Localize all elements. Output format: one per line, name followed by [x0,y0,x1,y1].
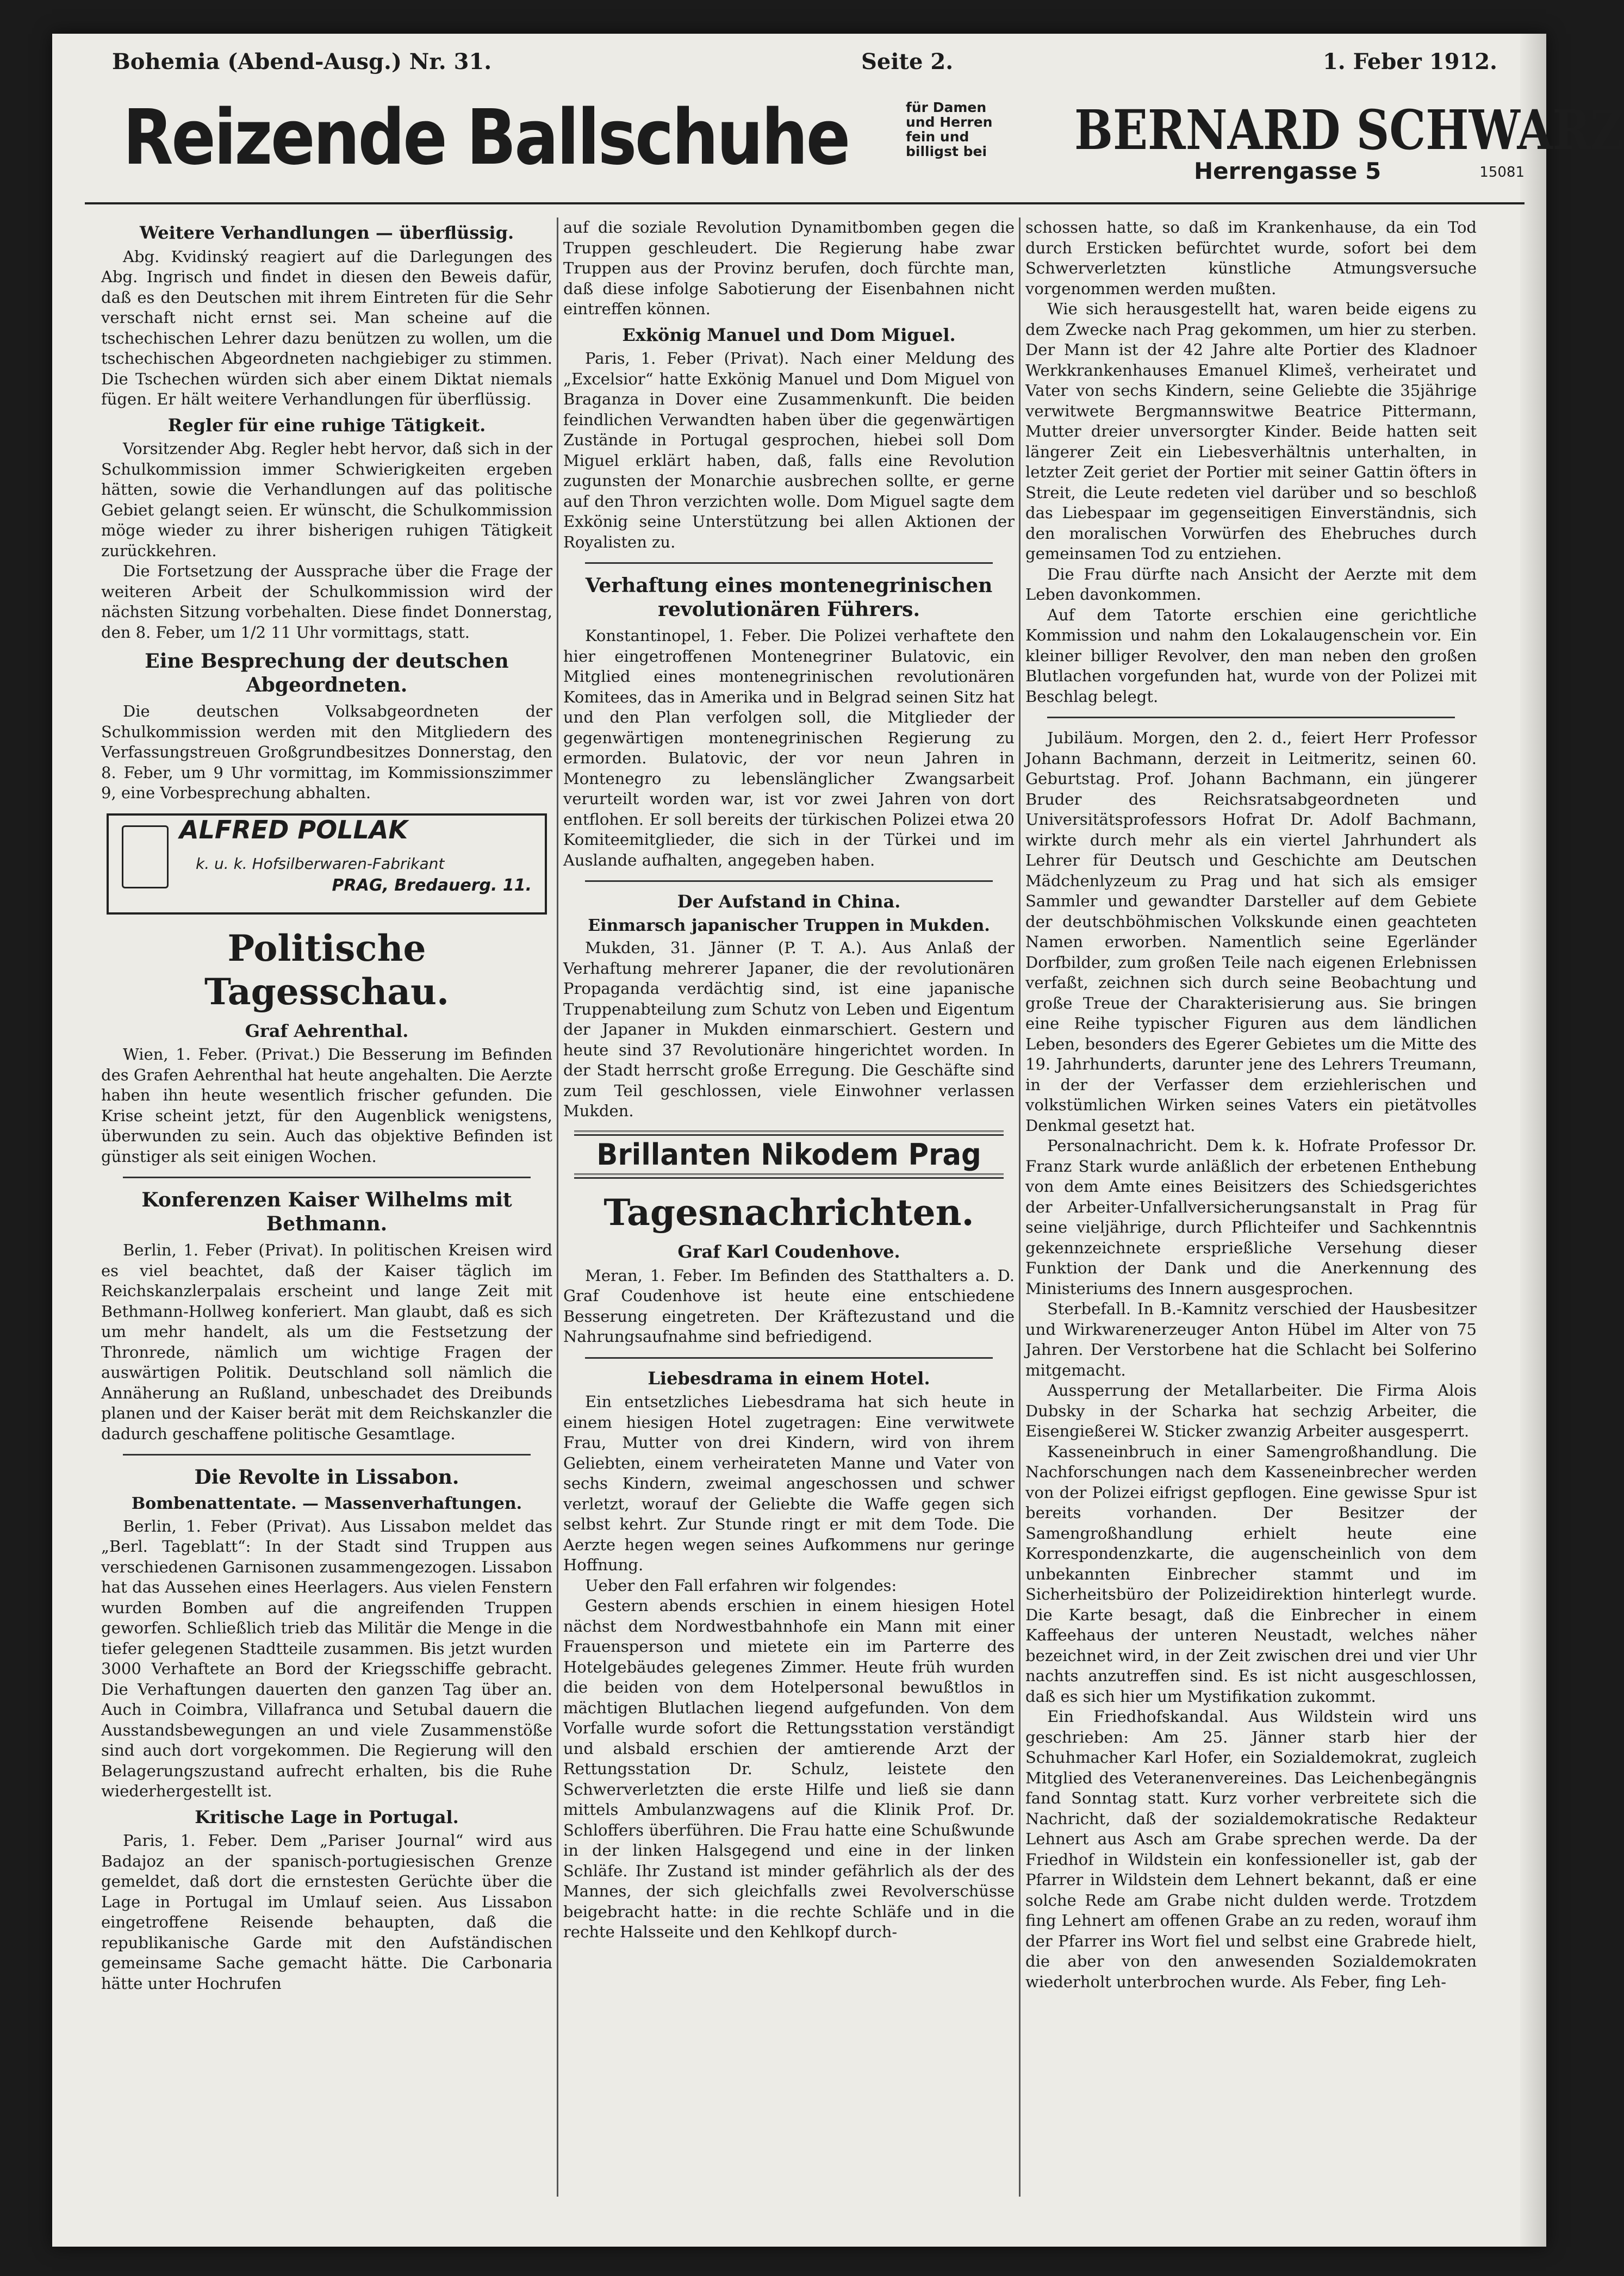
paragraph: Mukden, 31. Jänner (P. T. A.). Aus Anlaß der Verhaftung mehrerer Japaner, die der revolutionären Propaganda verdächtig sind, ist eine japanische Truppenabteilung zum Schutz von Leben und Eigentum der Japaner in Mukden einmarschiert. Gestern und heute sind 37 Revolutionäre hingerichtet worden. In der Stadt herrscht große Erregung. Die Geschäfte sind zum Teil geschlossen, viele Einwohner verlassen Mukden. [563,938,1015,1120]
header-right: 1. Feber 1912. [1322,49,1497,74]
section-title: Politische Tagesschau. [204,926,449,1013]
page-edge [1520,34,1546,2247]
paragraph: Konstantinopel, 1. Feber. Die Polizei verhaftete den hier eingetroffenen Montenegriner Bulatovic, ein Mitglied eines montenegrinischen revolutionären Komitees, das in Amerika und in Belgrad seinen Sitz hat und den Plan verfolgen soll, die Mitglieder der gegenwärtigen montenegrinischen Regierung zu ermorden. Bulatovic, der vor neun Jahren in Montenegro zu lebenslänglicher Zwangsarbeit verurteilt worden war, ist vor zwei Jahren von dort entflohen. Er soll bereits der türkischen Polizei etwa 20 Komiteemitglieder, die sich in der Türkei und im Auslande aufhalten, angegeben haben. [563,626,1015,869]
ad-address: Herrengasse 5 [1194,158,1382,184]
ad-firm-name: BERNARD SCHWARZ [1074,98,1624,162]
column-3 [1025,217,1477,2207]
paragraph: Die deutschen Volksabgeordneten der Schulkommission werden mit den Mitgliedern des Verfassungstreuen Großgrundbesitzes Donnerstag, den 8. Feber, um 9 Uhr vormittag, im Kommissionszimmer 9, eine Vorbesprechung abhalten. [101,702,552,802]
column-1 [101,217,552,2207]
header-left: Bohemia (Abend-Ausg.) Nr. 31. [112,49,492,74]
headline: Graf Karl Coudenhove. [677,1241,900,1262]
ad-title: Reizende Ballschuhe [123,94,849,182]
pollak-line1: k. u. k. Hofsilberwaren-Fabrikant [196,854,445,873]
section-title: Tagesnachrichten. [603,1191,974,1234]
subheadline: Einmarsch japanischer Truppen in Mukden. [588,916,990,935]
headline: Konferenzen Kaiser Wilhelms mit Bethmann. [141,1189,512,1235]
newspaper-page [52,34,1624,2247]
paragraph: Gestern abends erschien in einem hiesigen Hotel nächst dem Nordwestbahnhofe ein Mann mit einer Frauensperson und mietete ein im Parterre des Hotelgebäudes gelegenes Zimmer. Heute früh wurden die beiden von dem Hotelpersonal bewußtlos in mächtigen Blutlachen liegend aufgefunden. Von dem Vorfalle wurde sofort die Rettungsstation verständigt und alsbald erschien der amtierende Arzt der Rettungsstation Dr. Schulz, leistete den Schwerverletzten die erste Hilfe und ließ sie dann mittels Ambulanzwagens auf die Klinik Prof. Dr. Schloffers überführen. Die Frau hatte eine Schußwunde in der linken Halsgegend und eine in der linken Schläfe. Ihr Zustand ist minder gefährlich als der des Mannes, der sich gleichfalls zwei Revolverschüsse beigebracht hatte: in die rechte Schläfe und in die rechte Halsseite und den Kehlkopf durch- [563,1596,1015,1941]
paragraph: Berlin, 1. Feber (Privat). Aus Lissabon meldet das „Berl. Tageblatt“: In der Stadt sind Truppen aus verschiedenen Garnisonen zusammengezogen. Lissabon hat das Aussehen eines Heerlagers. Aus vielen Fenstern wurden Bomben auf die angreifenden Truppen geworfen. Schließlich trieb das Militär die Menge in die tiefer gelegenen Stadtteile zusammen. Bis jetzt wurden 3000 Verhaftete an Bord der Kriegsschiffe gebracht. Die Verhaftungen dauerten den ganzen Tag über an. Auch in Coimbra, Villafranca und Setubal dauern die Ausstandsbewegungen an und viele Zusammenstöße sind auch dort vorgekommen. Die Regierung will den Belagerungszustand aufrecht erhalten, bis die Ruhe wiederhergestellt ist. [101,1516,553,1800]
double-rule [574,1173,1004,1179]
paragraph: Abg. Kvidinský reagiert auf die Darlegungen des Abg. Ingrisch und findet in diesen den Beweis dafür, daß es den Deutschen mit ihrem Eintreten für die Sehr verschaft nicht ernst sei. Man scheine auf die tschechischen Lehrer dazu benützen zu wollen, um die tschechischen Abgeordneten nachgiebiger zu stimmen. Die Tschechen würden sich aber einem Diktat niemals fügen. Er hält weitere Verhandlungen für überflüssig. [101,247,552,408]
paragraph: Vorsitzender Abg. Regler hebt hervor, daß sich in der Schulkommission immer Schwierigkeiten ergeben hätten, sowie die Verhandlungen auf das politische Gebiet gelangt seien. Er wünscht, die Schulkommission möge wieder zu ihrer bisherigen ruhigen Tätigkeit zurückkehren. [101,439,552,560]
paragraph: Die Fortsetzung der Aussprache über die Frage der weiteren Arbeit der Schulkommission wird der nächsten Sitzung vorbehalten. Diese findet Donnerstag, den 8. Feber, um 1/2 11 Uhr vormittags, statt. [101,562,552,642]
paragraph: Aussperrung der Metallarbeiter. Die Firma Alois Dubsky in der Scharka hat sechzig Arbeiter, die Eisengießerei W. Sticker zwanzig Arbeiter ausgesperrt. [1025,1381,1477,1440]
paragraph: Die Frau dürfte nach Ansicht der Aerzte mit dem Leben davonkommen. [1025,564,1477,604]
headline: Liebesdrama in einem Hotel. [648,1367,930,1389]
divider [123,1177,531,1178]
paragraph: Paris, 1. Feber. Dem „Pariser Journal“ wird aus Badajoz an der spanisch-portugiesischen Grenze gemeldet, daß dort die ernstesten Gerüchte über die Lage in Portugal im Umlauf seien. Aus Lissabon eingetroffene Reisende behaupten, daß die republikanische Garde mit den Aufständischen gemeinsame Sache gemacht hätte. Die Carbonaria hätte unter Hochrufen [101,1831,552,1993]
imperial-eagle-icon [122,825,169,888]
paragraph: auf die soziale Revolution Dynamitbomben gegen die Truppen geschleudert. Die Regierung habe zwar Truppen aus der Provinz berufen, doch fürchte man, daß diese infolge Sabotierung der Eisenbahnen nicht eintreffen können. [563,218,1015,318]
paragraph: Kasseneinbruch in einer Samengroßhandlung. Die Nachforschungen nach dem Kasseneinbrecher werden von der Polizei eifrigst gepflogen. Eine gewisse Spur ist bereits vorhanden. Der Besitzer der Samengroßhandlung erhielt heute eine Korrespondenzkarte, die augenscheinlich von dem unbekannten Einbrecher stammt und im Sicherheitsbüro der Polizeidirektion hinterlegt wurde. Die Karte besagt, daß die Einbrecher in einem Kaffeehaus der unteren Neustadt, welches näher bezeichnet wird, in der Zeit zwischen drei und vier Uhr nachts anzutreffen sind. Es ist nicht ausgeschlossen, daß es sich hier um Mystifikation zukommt. [1025,1442,1477,1706]
column-2 [563,217,1015,2207]
running-header [112,49,1497,87]
headline: Weitere Verhandlungen — überflüssig. [139,222,514,243]
headline: Die Revolte in Lissabon. [194,1466,459,1489]
subheadline: Bombenattentate. — Massenverhaftungen. [131,1494,522,1513]
double-rule [574,1130,1004,1136]
paragraph: Wie sich herausgestellt hat, waren beide eigens zu dem Zwecke nach Prag gekommen, um hier zu sterben. Der Mann ist der 42 Jahre alte Portier des Kladnoer Werkkrankenhauses Emanuel Klimeš, verheiratet und Vater von sechs Kindern, seine Geliebte die 35jährige verwitwete Bergmannswitwe Beatrice Pittermann, Mutter dreier unversorgter Kinder. Beide hatten seit längerer Zeit ein Liebesverhältnis unterhalten, in letzter Zeit geriet der Portier mit seiner Gattin öfters in Streit, die Leute redeten viel darüber und so beschloß das Liebespaar im gegenseitigen Einverständnis, sich den moralischen Vorwürfen des Ehebruches durch gemeinsamen Tod zu entziehen. [1025,300,1477,563]
ad-number: 15081 [1479,164,1525,181]
brillanten-advertisement: Brillanten Nikodem Prag [596,1137,981,1172]
headline: Kritische Lage in Portugal. [195,1806,459,1827]
paragraph: Ueber den Fall erfahren wir folgendes: [585,1576,897,1595]
headline: Der Aufstand in China. [677,891,901,912]
paragraph: Ein Friedhofskandal. Aus Wildstein wird uns geschrieben: Am 25. Jänner starb hier der Schuhmacher Karl Hofer, ein Sozialdemokrat, zugleich Mitglied des Veteranenvereines. Das Leichenbegängnis fand Sonntag statt. Kurz vorher verbreitete sich die Nachricht, daß der sozialdemokratische Redakteur Lehnert aus Asch am Grabe sprechen werde. Da der Friedhof in Wildstein ein konfessioneller ist, gab der Pfarrer in Wildstein dem Lehnert bekannt, daß er eine solche Rede am Grabe nicht dulden werde. Trotzdem fing Lehnert am offenen Grabe an zu reden, worauf ihm der Pfarrer ins Wort fiel und selbst eine Grabrede hielt, die aber von den anwesenden Sozialdemokraten wiederholt unterbrochen wurde. Als Feber, fing Leh- [1025,1707,1477,1991]
paragraph: Sterbefall. In B.-Kamnitz verschied der Hausbesitzer und Wirkwarenerzeuger Anton Hübel im Alter von 75 Jahren. Der Verstorbene hat die Schlacht bei Solferino mitgemacht. [1025,1299,1477,1379]
paragraph: Jubiläum. Morgen, den 2. d., feiert Herr Professor Johann Bachmann, derzeit in Leitmeritz, seinen 60. Geburtstag. Prof. Johann Bachmann, ein jüngerer Bruder des Reichsratsabgeordneten und Universitätsprofessors Hofrat Dr. Adolf Bachmann, wirkte durch mehr als ein viertel Jahrhundert als Lehrer für Deutsch und Geschichte am Deutschen Mädchenlyzeum zu Prag und hat sich als emsiger Sammler und gewandter Darsteller auf dem Gebiete der deutschböhmischen Volkskunde einen geachteten Namen erworben. Namentlich seine Egerländer Dorfbilder, zum großen Teile nach eigenen Erlebnissen verfaßt, zeichnen sich durch seine Beobachtung und große Treue der Charakterisierung aus. Sie bringen eine Reihe typischer Figuren aus dem ländlichen Leben, besonders des Egerer Gebietes um die Mitte des 19. Jahrhunderts, darunter jene des Lehrers Treumann, in der der Verfasser dem erziehlerischen und volkstümlichen Wirken seines Vaters ein pietätvolles Denkmal gesetzt hat. [1025,729,1477,1135]
headline: Verhaftung eines montenegrinischen revolutionären Führers. [585,574,993,621]
ad-for-line: für Damen und Herren fein und billigst bei [906,100,993,159]
paragraph: Auf dem Tatorte erschien eine gerichtliche Kommission und nahm den Lokalaugenschein vor. Ein kleiner billiger Revolver, den man neben den großen Blutlachen vorgefunden hat, wurde von der Polizei mit Beschlag belegt. [1025,605,1477,706]
headline: Graf Aehrenthal. [245,1020,409,1041]
divider [1047,717,1455,718]
divider [585,1357,993,1359]
column-rule [557,217,558,2197]
paragraph: Meran, 1. Feber. Im Befinden des Statthalters a. D. Graf Coudenhove ist heute eine entschiedene Besserung eingetreten. Der Kräftezustand und die Nahrungsaufnahme sind befriedigend. [563,1266,1015,1346]
pollak-name: ALFRED POLLAK [179,814,408,844]
paragraph: schossen hatte, so daß im Krankenhause, da ein Tod durch Ersticken befürchtet wurde, sofort bei dem Schwerverletzten künstliche Atmungsversuche vorgenommen werden mußten. [1025,218,1477,298]
headline: Eine Besprechung der deutschen Abgeordneten. [145,650,509,697]
paragraph: Paris, 1. Feber (Privat). Nach einer Meldung des „Excelsior“ hatte Exkönig Manuel und Dom Miguel von Braganza in Dover eine Zusammenkunft. Die beiden feindlichen Verwandten haben über die gegenwärtigen Zustände in Portugal gesprochen, hiebei soll Dom Miguel erklärt haben, daß, falls eine Revolution zugunsten der Monarchie ausbrechen sollte, er gerne auf den Thron verzichten wolle. Dom Miguel sagte dem Exkönig seine Unterstützung bei allen Aktionen der Royalisten zu. [563,349,1015,551]
headline: Exkönig Manuel und Dom Miguel. [622,324,956,345]
paragraph: Personalnachricht. Dem k. k. Hofrate Professor Dr. Franz Stark wurde anläßlich der erbetenen Enthebung von dem Amte eines Beisitzers des Schiedsgerichtes der Arbeiter-Unfallversicherungsanstalt in Prag für seine vieljährige, durch Pflichteifer und Sachkenntnis gekennzeichnete ersprießliche Versehung dieser Funktion der Dank und die Anerkennung des Ministeriums des Innern ausgesprochen. [1025,1136,1477,1298]
divider [123,1454,531,1456]
paragraph: Wien, 1. Feber. (Privat.) Die Besserung im Befinden des Grafen Aehrenthal hat heute angehalten. Die Aerzte haben ihn heute wesentlich frischer gefunden. Die Krise scheint jetzt, für den Augenblick wenigstens, überwunden zu sein. Auch das objektive Befinden ist günstiger als seit einigen Wochen. [101,1045,552,1166]
pollak-advertisement [107,813,547,915]
pollak-line2: PRAG, Bredauerg. 11. [332,875,532,895]
headline: Regler für eine ruhige Tätigkeit. [167,414,486,436]
top-advertisement [85,94,1624,204]
column-rule [1019,217,1021,2197]
header-center: Seite 2. [861,49,954,74]
divider [585,880,993,882]
paragraph: Ein entsetzliches Liebesdrama hat sich heute in einem hiesigen Hotel zugetragen: Eine verwitwete Frau, Mutter von drei Kindern, wird von ihrem Geliebten, einem verheirateten Manne und Vater von sechs Kindern, zweimal angeschossen und schwer verletzt, worauf der Geliebte die Waffe gegen sich selbst kehrt. Zur Stunde ringt er mit dem Tode. Die Aerzte hegen wegen seines Aufkommens nur geringe Hoffnung. [563,1392,1015,1574]
divider [585,562,993,564]
paragraph: Berlin, 1. Feber (Privat). In politischen Kreisen wird es viel beachtet, daß der Kaiser täglich im Reichskanzlerpalais erscheint und lange Zeit mit Bethmann-Hollweg konferiert. Man glaubt, daß es sich um mehr handelt, als um die Festsetzung der Thronrede, nämlich um wichtige Fragen der auswärtigen Politik. Deutschland soll nämlich die Annäherung an Rußland, unbeschadet des Dreibunds planen und der Kaiser berät mit dem Reichskanzler die dadurch geschaffene politische Gesamtlage. [101,1241,552,1443]
